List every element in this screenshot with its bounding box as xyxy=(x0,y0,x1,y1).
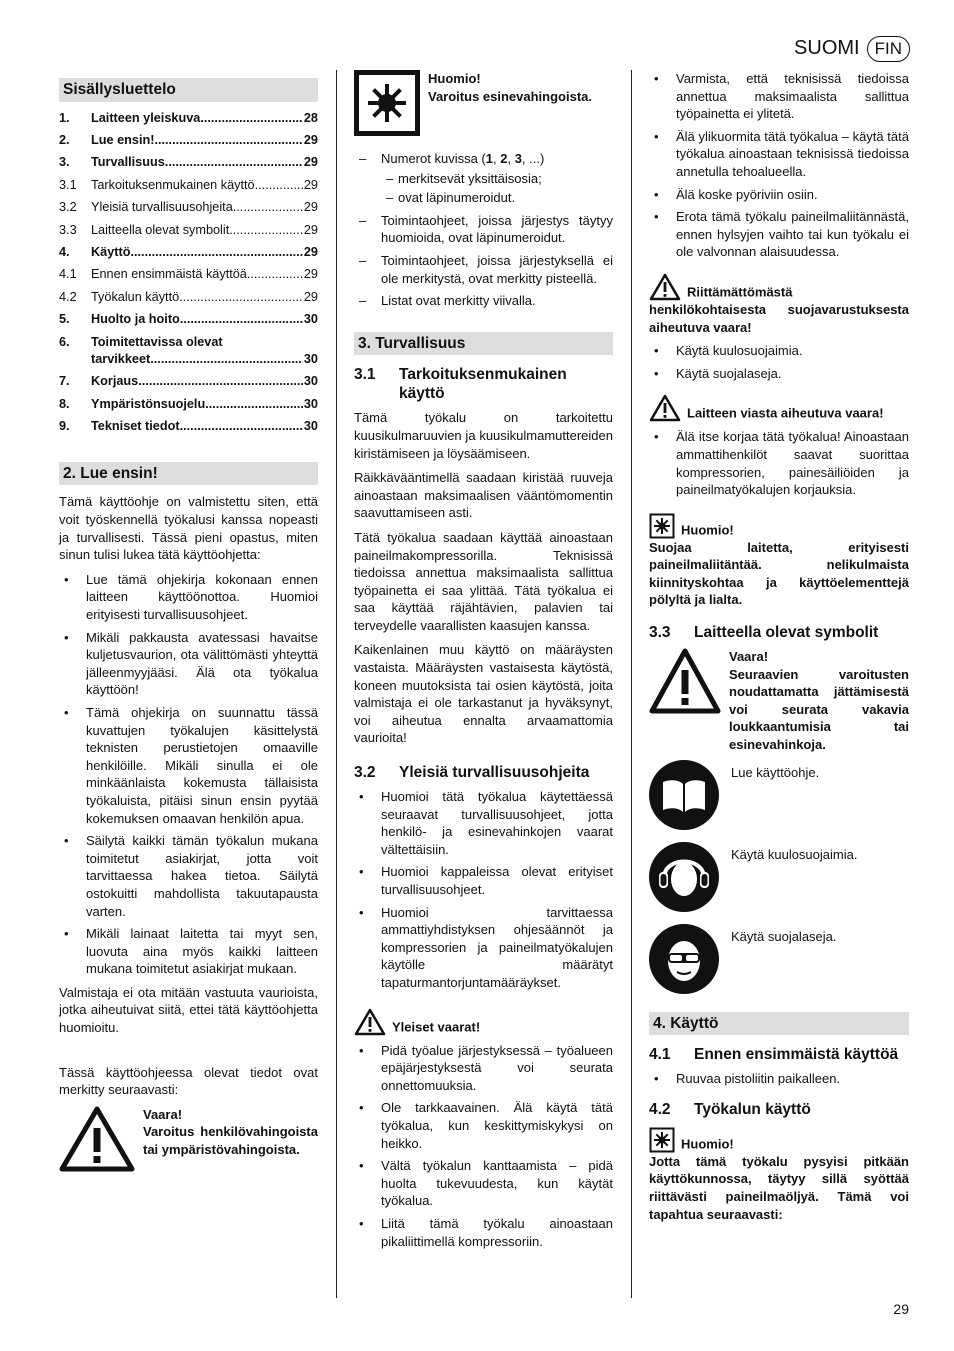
toc-leader xyxy=(229,222,303,240)
list-item: • Älä koske pyöriviin osiin. xyxy=(649,186,909,204)
column-2 xyxy=(354,70,613,1256)
toc-page: 29 xyxy=(303,222,318,237)
section-3-2-heading: 3.2 Yleisiä turvallisuusohjeita xyxy=(354,764,590,782)
toc-number: 3.1 xyxy=(59,177,77,192)
list-item: • Lue tämä ohjekirja kokonaan ennen laitteen käyttöönottoa. Huomioi erityisesti turvallisuusohjeet. xyxy=(59,571,318,624)
toc-leader xyxy=(150,351,303,369)
toc-number: 2. xyxy=(59,132,70,147)
toc-row xyxy=(59,110,318,128)
symbol-read-label: Lue käyttöohje. xyxy=(731,764,820,780)
toc-number: 7. xyxy=(59,374,70,389)
list-item: • Ruuvaa pistoliitin paikalleen. xyxy=(649,1070,909,1088)
toc-label: Käyttö xyxy=(91,244,131,259)
paragraph: Tätä työkalua saadaan käyttää ainoastaan paineilmakompressorilla. Teknisissä tiedoissa annettua maksimaalista sallittua työpainetta ei saa ylittää. Tätä työkalua ei saa käyttää räjähtävien, palavien tai terveydelle vaarallisten kaasujen kanssa. xyxy=(354,529,613,633)
toc-label: Laitteella olevat symbolit xyxy=(91,222,230,237)
general-dangers-heading: Yleiset vaarat! xyxy=(354,1008,613,1036)
list-item: – Toimintaohjeet, joissa järjestys täytyy huomioida, ovat läpinumeroidut. xyxy=(354,212,613,247)
column-3 xyxy=(649,70,909,1230)
table-of-contents xyxy=(59,110,318,436)
toc-leader xyxy=(154,132,302,150)
column-1 xyxy=(59,70,318,1182)
list-item: – ovat läpinumeroidut. xyxy=(381,189,613,207)
toc-entry xyxy=(91,334,303,369)
toc-leader xyxy=(205,396,303,414)
toc-label: Laitteen yleiskuva xyxy=(91,110,201,125)
toc-label: Työkalun käyttö xyxy=(91,289,180,304)
symbol-eye-protection xyxy=(649,924,909,994)
danger-notice-text: Vaara! Varoitus henkilövahingoista tai ympäristövahingoista. xyxy=(143,1106,318,1158)
toc-row xyxy=(59,311,318,329)
symbol-ear-protection xyxy=(649,842,909,912)
list-item: • Tämä ohjekirja on suunnattu tässä kuvattujen työkalujen käsittelystä teknisten perustietojen omaaville henkilöille. Mikäli sinulla ei ole minkäänlaista kokemusta tällaisista työkaluista, pitäisi sinun ensin pyytää kokemuksen omaavan henkilön apua. xyxy=(59,704,318,827)
toc-leader xyxy=(200,110,303,128)
toc-label: Toimitettavissa olevat xyxy=(91,334,223,349)
symbol-ear-label: Käytä kuulosuojaimia. xyxy=(731,846,858,862)
toc-entry xyxy=(91,311,303,329)
toc-entry xyxy=(91,396,303,414)
paragraph: Räikkävääntimellä saadaan kiristää ruuveja ainoastaan maksimaalisen vääntömomentin saavuttamiseen asti. xyxy=(354,470,613,521)
toc-page: 30 xyxy=(303,352,318,367)
toc-row xyxy=(59,396,318,414)
list-item: • Huomioi tarvittaessa ammattiyhdistyksen ohjesäännöt ja kompressorien ja paineilmatyökalujen käytölle määrätyt tapaturmantorjuntamääräykset. xyxy=(354,904,613,992)
s2-marked-intro: Tässä käyttöohjeessa olevat tiedot ovat merkitty seuraavasti: xyxy=(59,1064,318,1098)
s41-list xyxy=(649,1070,909,1088)
ear-protection-icon xyxy=(649,842,719,912)
toc-label: Ympäristönsuojelu xyxy=(91,396,206,411)
toc-row xyxy=(59,334,318,369)
toc-label: Yleisiä turvallisuusohjeita xyxy=(91,200,233,215)
paragraph: Tämä työkalu on tarkoitettu kuusikulmaruuvien ja kuusikulmamuttereiden kiristämiseen ja löysäämiseen. xyxy=(354,410,613,461)
toc-entry xyxy=(91,154,303,172)
toc-page: 29 xyxy=(303,267,318,282)
toc-number: 8. xyxy=(59,396,70,411)
s32-bullet-list xyxy=(354,788,613,992)
section-3-1-heading: 3.1 Tarkoituksenmukainen käyttö xyxy=(354,366,567,403)
ppe-warning: Riittämättömästä henkilökohtaisesta suojavarustuksesta aiheutuva vaara! xyxy=(649,273,909,336)
toc-entry xyxy=(91,244,303,262)
list-item: – Numerot kuvissa (1, 2, 3, ...) – merkitsevät yksittäisosia; – ovat läpinumeroidut. xyxy=(354,150,613,207)
toc-row xyxy=(59,132,318,150)
toc-page: 29 xyxy=(303,200,318,215)
toc-label: Ennen ensimmäistä käyttöä xyxy=(91,267,247,282)
defect-warning: Laitteen viasta aiheutuva vaara! xyxy=(649,394,909,422)
list-item: • Älä itse korjaa tätä työkalua! Ainoastaan ammattihenkilöt saavat suorittaa kompressorien, painesäiliöiden ja paineilmatyökalujen korjauksia. xyxy=(649,428,909,498)
toc-heading: Sisällysluettelo xyxy=(59,78,318,102)
list-item: • Säilytä kaikki tämän työkalun mukana toimitetut asiakirjat, jotta voit tarvittaessa hakea tietoa. Säilytä ostokuitti mahdollista takuutapausta varten. xyxy=(59,832,318,920)
list-item: – Listat ovat merkitty viivalla. xyxy=(354,292,613,310)
toc-entry xyxy=(91,418,303,436)
toc-page: 29 xyxy=(303,132,318,147)
attention-square-icon xyxy=(649,1127,675,1153)
list-item: • Älä ylikuormita tätä työkalua – käytä tätä työkalua ainoastaan teknisissä tiedoissa annetulla tehoalueella. xyxy=(649,128,909,181)
symbol-danger xyxy=(649,648,909,754)
page-number: 29 xyxy=(893,1301,909,1317)
section-2-heading: 2. Lue ensin! xyxy=(59,462,318,486)
warning-triangle-icon xyxy=(649,648,721,714)
toc-label: Tarkoituksenmukainen käyttö xyxy=(91,177,255,192)
list-item: • Erota tämä työkalu paineilmaliitännästä, ennen hylsyjen vaihto tai kun työkalu ei ole valvonnan alaisuudessa. xyxy=(649,208,909,261)
list-item: • Huomioi kappaleissa olevat erityiset turvallisuusohjeet. xyxy=(354,863,613,898)
notice-dust: Huomio! xyxy=(649,513,909,539)
toc-row xyxy=(59,199,318,217)
toc-label: Lue ensin! xyxy=(91,132,155,147)
notice-oil: Huomio! xyxy=(649,1127,909,1153)
toc-number: 6. xyxy=(59,334,70,349)
page-header xyxy=(794,36,910,62)
toc-row xyxy=(59,154,318,172)
s2-intro: Tämä käyttöohje on valmistettu siten, että voit työskennellä työkalusi kanssa nopeasti ja turvallisesti. Tässä pieni opastus, miten sinun tulisi lukea tätä käyttöohjetta: xyxy=(59,494,318,563)
toc-row xyxy=(59,289,318,307)
toc-page: 29 xyxy=(303,289,318,304)
symbol-danger-text: Vaara! Seuraavien varoitusten noudattamatta jättämisestä voi seurata vakavia loukkaantumisia tai esinevahinkoja. xyxy=(729,649,909,753)
list-item: • Pidä työalue järjestyksessä – työalueen epäjärjestyksestä voi seurata onnettomuuksia. xyxy=(354,1042,613,1095)
toc-leader xyxy=(247,266,303,284)
eye-protection-icon xyxy=(649,924,719,994)
toc-entry xyxy=(91,199,303,217)
safety-bullet-list xyxy=(649,70,909,261)
column-divider-2 xyxy=(631,70,632,1298)
defect-list xyxy=(649,428,909,498)
toc-entry xyxy=(91,222,303,240)
section-3-3-heading: 3.3 Laitteella olevat symbolit xyxy=(649,624,879,642)
toc-leader xyxy=(255,177,303,195)
list-item: • Käytä kuulosuojaimia. xyxy=(649,342,909,360)
toc-entry xyxy=(91,110,303,128)
toc-page: 30 xyxy=(303,312,318,327)
toc-leader xyxy=(130,244,302,262)
general-dangers-list xyxy=(354,1042,613,1251)
list-item: • Käytä suojalaseja. xyxy=(649,365,909,383)
toc-number: 9. xyxy=(59,419,70,434)
list-item: • Varmista, että teknisissä tiedoissa annettua maksimaalista sallittua työpainetta ei ylitetä. xyxy=(649,70,909,123)
warning-triangle-icon xyxy=(649,273,681,301)
language-code-badge: FIN xyxy=(867,36,910,62)
warning-triangle-icon xyxy=(354,1008,386,1036)
toc-page: 30 xyxy=(303,419,318,434)
toc-page: 29 xyxy=(303,177,318,192)
toc-number: 3.3 xyxy=(59,222,77,237)
toc-leader xyxy=(180,418,303,436)
notice-oil-text: Jotta tämä työkalu pysyisi pitkään käyttökunnossa, täytyy sillä syöttää riittävästi paineilmaöljyä. Tämä voi tapahtua seuraavasti: xyxy=(649,1153,909,1222)
attention-square-icon xyxy=(649,513,675,539)
property-damage-text: Huomio! Varoitus esinevahingoista. xyxy=(428,71,592,104)
toc-leader xyxy=(180,311,303,329)
toc-number: 4.2 xyxy=(59,289,77,304)
warning-triangle-icon xyxy=(59,1106,135,1172)
conventions-list xyxy=(354,150,613,310)
section-3-heading: 3. Turvallisuus xyxy=(354,332,613,356)
language-label: SUOMI xyxy=(794,37,860,60)
toc-entry xyxy=(91,373,303,391)
toc-number: 3. xyxy=(59,155,70,170)
s2-disclaimer: Valmistaja ei ota mitään vastuuta vaurioista, jotka aiheutuivat siitä, ettei tätä käyttöohjetta huomioitu. xyxy=(59,984,318,1036)
symbol-eye-label: Käytä suojalaseja. xyxy=(731,928,837,944)
toc-page: 29 xyxy=(303,155,318,170)
toc-leader xyxy=(233,199,303,217)
danger-notice xyxy=(59,1106,318,1172)
toc-label-continued: tarvikkeet xyxy=(91,352,151,367)
toc-entry xyxy=(91,266,303,284)
toc-label: Turvallisuus xyxy=(91,155,165,170)
toc-label: Huolto ja hoito xyxy=(91,312,180,327)
symbol-read-manual xyxy=(649,760,909,830)
list-item: • Mikäli pakkausta avatessasi havaitse kuljetusvaurion, ota välittömästi yhteyttä jälleenmyyjääsi. Älä ota työkalua käyttöön! xyxy=(59,629,318,699)
list-item: • Mikäli lainaat laitetta tai myyt sen, luovuta aina myös kaikki laitteen mukana toimitetut asiakirjat mukaan. xyxy=(59,925,318,978)
toc-page: 30 xyxy=(303,396,318,411)
list-item: – Toimintaohjeet, joissa järjestyksellä ei ole merkitystä, ovat merkitty pisteellä. xyxy=(354,252,613,287)
notice-dust-text: Suojaa laitetta, erityisesti paineilmaliitäntää. nelikulmaista kiinnityskohtaa ja käyttöelementtejä pölyltä ja lialta. xyxy=(649,539,909,608)
ppe-list xyxy=(649,342,909,382)
warning-triangle-icon xyxy=(649,394,681,422)
toc-number: 4.1 xyxy=(59,267,77,282)
toc-row xyxy=(59,373,318,391)
section-4-1-heading: 4.1 Ennen ensimmäistä käyttöä xyxy=(649,1046,899,1064)
toc-page: 28 xyxy=(303,110,318,125)
toc-row xyxy=(59,266,318,284)
list-item: • Huomioi tätä työkalua käytettäessä seuraavat turvallisuusohjeet, jotta henkilö- ja esinevahinkojen vaarat vältettäisiin. xyxy=(354,788,613,858)
toc-number: 4. xyxy=(59,244,70,259)
toc-page: 30 xyxy=(303,374,318,389)
toc-leader xyxy=(179,289,303,307)
toc-entry xyxy=(91,289,303,307)
toc-leader xyxy=(138,373,303,391)
book-icon xyxy=(649,760,719,830)
toc-page: 29 xyxy=(303,244,318,259)
toc-number: 1. xyxy=(59,110,70,125)
list-item: – merkitsevät yksittäisosia; xyxy=(381,170,613,188)
toc-label: Korjaus xyxy=(91,374,139,389)
toc-row xyxy=(59,244,318,262)
list-item: • Vältä työkalun kanttaamista – pidä huolta tukevuudesta, kun käytät työkalua. xyxy=(354,1157,613,1210)
toc-entry xyxy=(91,132,303,150)
attention-square-icon xyxy=(354,70,420,136)
toc-entry xyxy=(91,177,303,195)
toc-leader xyxy=(165,154,303,172)
toc-number: 5. xyxy=(59,312,70,327)
s2-bullet-list xyxy=(59,571,318,978)
toc-number: 3.2 xyxy=(59,200,77,215)
paragraph: Kaikenlainen muu käyttö on määräysten vastaista. Määräysten vastaisesta käytöstä, koneen muutoksista tai osien käytöstä, joita valmistaja ei ole tarkastanut ja hyväksynyt, voi aiheutua ennalta arvaamattomia vaurioita! xyxy=(354,642,613,746)
section-4-heading: 4. Käyttö xyxy=(649,1012,909,1036)
column-divider-1 xyxy=(336,70,337,1298)
toc-label: Tekniset tiedot xyxy=(91,419,180,434)
toc-row xyxy=(59,177,318,195)
toc-row xyxy=(59,222,318,240)
list-item: • Ole tarkkaavainen. Älä käytä tätä työkalua, kun keskittymiskykysi on heikko. xyxy=(354,1099,613,1152)
toc-row xyxy=(59,418,318,436)
list-item: • Liitä tämä työkalu ainoastaan pikaliittimellä kompressoriin. xyxy=(354,1215,613,1250)
property-damage-notice xyxy=(354,70,613,136)
section-4-2-heading: 4.2 Työkalun käyttö xyxy=(649,1100,811,1118)
